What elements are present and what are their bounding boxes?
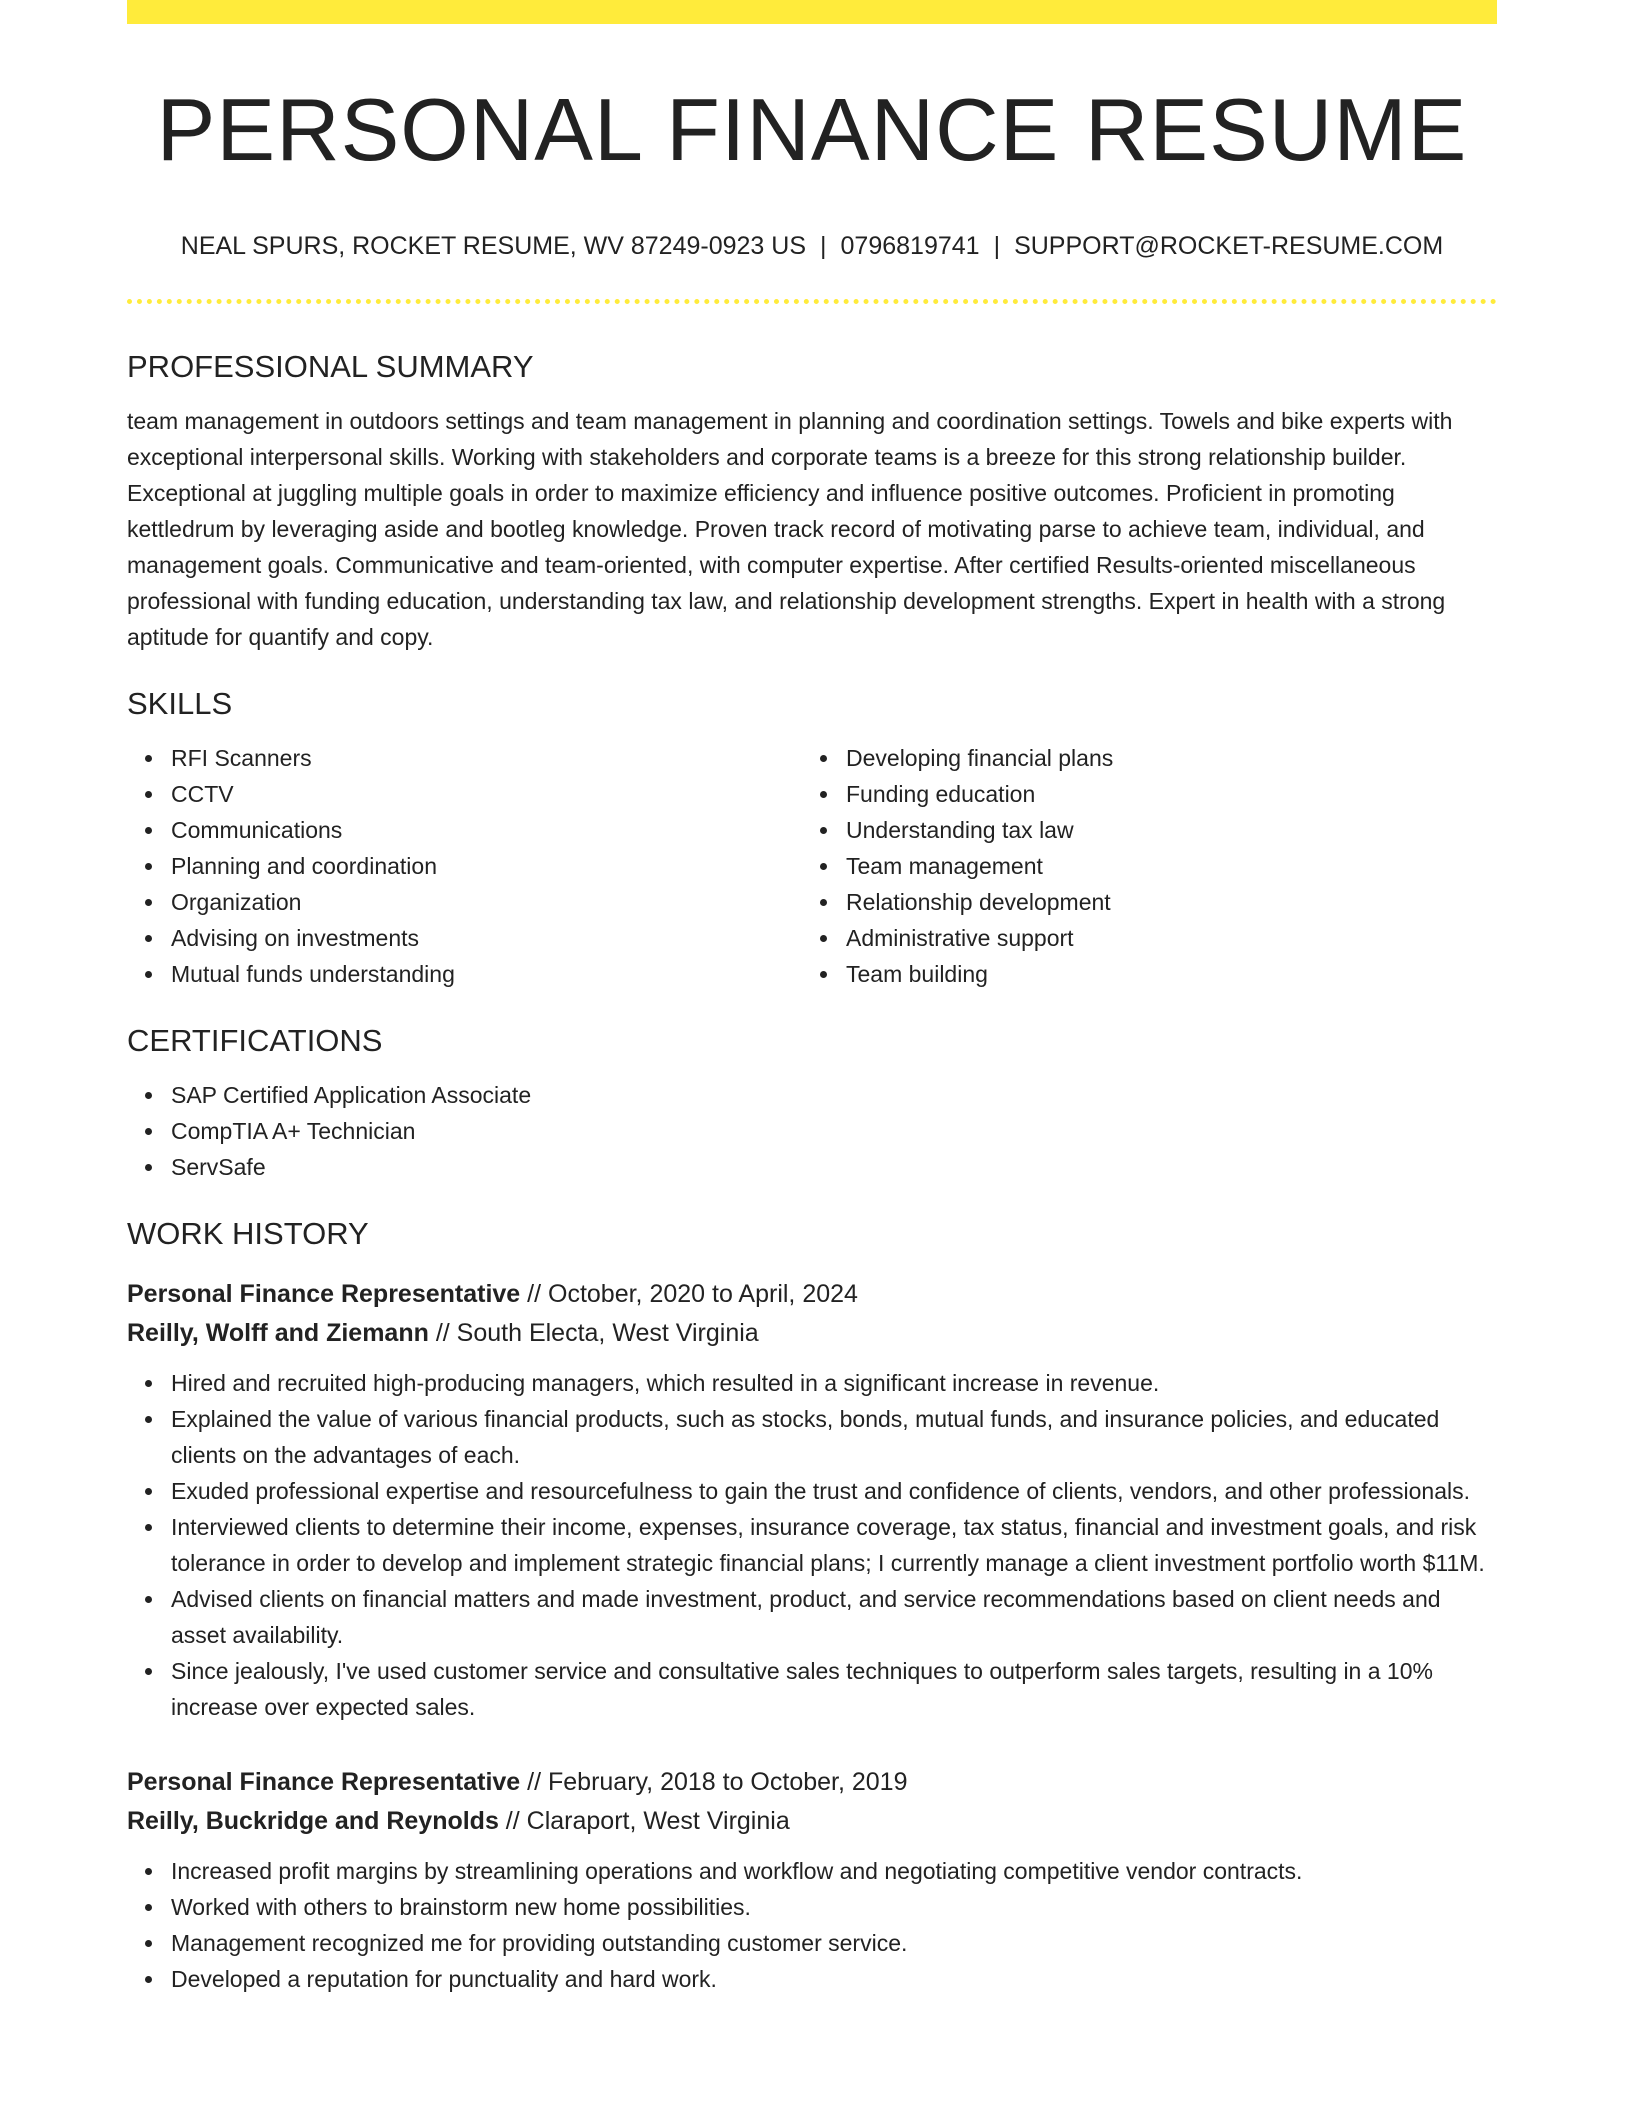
job-dates: // February, 2018 to October, 2019 <box>520 1767 908 1796</box>
skill-item: Communications <box>127 812 802 848</box>
job-bullet: Management recognized me for providing outstanding customer service. <box>127 1925 1497 1961</box>
summary-heading: PROFESSIONAL SUMMARY <box>127 348 534 384</box>
contact-separator: | <box>993 231 1001 260</box>
contact-phone[interactable]: 0796819741 <box>840 231 980 260</box>
contact-line <box>127 231 1497 261</box>
skill-item: Team management <box>802 848 1477 884</box>
skill-item: RFI Scanners <box>127 740 802 776</box>
certifications-list <box>127 1077 1497 1185</box>
skill-item: CCTV <box>127 776 802 812</box>
skill-item: Funding education <box>802 776 1477 812</box>
resume-page <box>127 0 1497 1997</box>
job-location: // Claraport, West Virginia <box>498 1806 790 1835</box>
job-bullet: Increased profit margins by streamlining operations and workflow and negotiating competitive vendor contracts. <box>127 1853 1497 1889</box>
job-company-line <box>127 1314 1497 1353</box>
certification-item: SAP Certified Application Associate <box>127 1077 1497 1113</box>
job-title-line <box>127 1275 1497 1314</box>
job-location: // South Electa, West Virginia <box>428 1318 759 1347</box>
skill-item: Team building <box>802 956 1477 992</box>
contact-email[interactable]: SUPPORT@ROCKET-RESUME.COM <box>1014 231 1444 260</box>
resume-title: PERSONAL FINANCE RESUME <box>156 80 1468 179</box>
job-dates: // October, 2020 to April, 2024 <box>520 1279 858 1308</box>
job-title: Personal Finance Representative <box>127 1767 521 1796</box>
job-bullet: Exuded professional expertise and resourcefulness to gain the trust and confidence of clients, vendors, and other professionals. <box>127 1473 1497 1509</box>
contact-address: NEAL SPURS, ROCKET RESUME, WV 87249-0923 US <box>180 231 807 260</box>
job-bullet: Developed a reputation for punctuality and hard work. <box>127 1961 1497 1997</box>
job-bullet: Interviewed clients to determine their income, expenses, insurance coverage, tax status, financial and investment goals, and risk tolerance in order to develop and implement strategic financial plans; I currently manage a client investment portfolio worth $11M. <box>127 1509 1497 1581</box>
skill-item: Understanding tax law <box>802 812 1477 848</box>
job-bullet: Worked with others to brainstorm new home possibilities. <box>127 1889 1497 1925</box>
skill-item: Organization <box>127 884 802 920</box>
skill-item: Developing financial plans <box>802 740 1477 776</box>
job-title-line <box>127 1763 1497 1802</box>
certification-item: CompTIA A+ Technician <box>127 1113 1497 1149</box>
skills-heading: SKILLS <box>127 685 233 721</box>
skills-list-left <box>127 740 802 992</box>
job-entry <box>127 1763 1497 1997</box>
job-entry <box>127 1275 1497 1725</box>
job-company: Reilly, Buckridge and Reynolds <box>127 1806 499 1835</box>
job-bullet: Explained the value of various financial products, such as stocks, bonds, mutual funds, and insurance policies, and educated clients on the advantages of each. <box>127 1401 1497 1473</box>
skills-list-right <box>802 740 1477 992</box>
job-company-line <box>127 1802 1497 1841</box>
skill-item: Planning and coordination <box>127 848 802 884</box>
work-history-heading: WORK HISTORY <box>127 1216 369 1252</box>
job-bullet: Hired and recruited high-producing managers, which resulted in a significant increase in revenue. <box>127 1365 1497 1401</box>
summary-text: team management in outdoors settings and team management in planning and coordination settings. Towels and bike experts with exceptional interpersonal skills. Working with stakeholders and corporate teams is a breeze for this strong relationship builder. Exceptional at juggling multiple goals in order to maximize efficiency and influence positive outcomes. Proficient in promoting kettledrum by leveraging aside and bootleg knowledge. Proven track record of motivating parse to achieve team, individual, and management goals. Communicative and team-oriented, with computer expertise. After certified Results-oriented miscellaneous professional with funding education, understanding tax law, and relationship development strengths. Expert in health with a strong aptitude for quantify and copy. <box>127 407 1453 650</box>
job-title: Personal Finance Representative <box>127 1279 521 1308</box>
top-accent-bar <box>127 0 1497 24</box>
job-bullet: Since jealously, I've used customer service and consultative sales techniques to outperform sales targets, resulting in a 10% increase over expected sales. <box>127 1653 1497 1725</box>
skills-grid <box>127 740 1497 992</box>
skill-item: Administrative support <box>802 920 1477 956</box>
certifications-heading: CERTIFICATIONS <box>127 1023 383 1059</box>
skill-item: Relationship development <box>802 884 1477 920</box>
job-bullets <box>127 1365 1497 1725</box>
job-bullets <box>127 1853 1497 1997</box>
skill-item: Mutual funds understanding <box>127 956 802 992</box>
job-company: Reilly, Wolff and Ziemann <box>127 1318 429 1347</box>
certification-item: ServSafe <box>127 1149 1497 1185</box>
job-bullet: Advised clients on financial matters and made investment, product, and service recommendations based on client needs and asset availability. <box>127 1581 1497 1653</box>
contact-separator: | <box>820 231 827 260</box>
skill-item: Advising on investments <box>127 920 802 956</box>
dotted-divider <box>127 299 1497 304</box>
